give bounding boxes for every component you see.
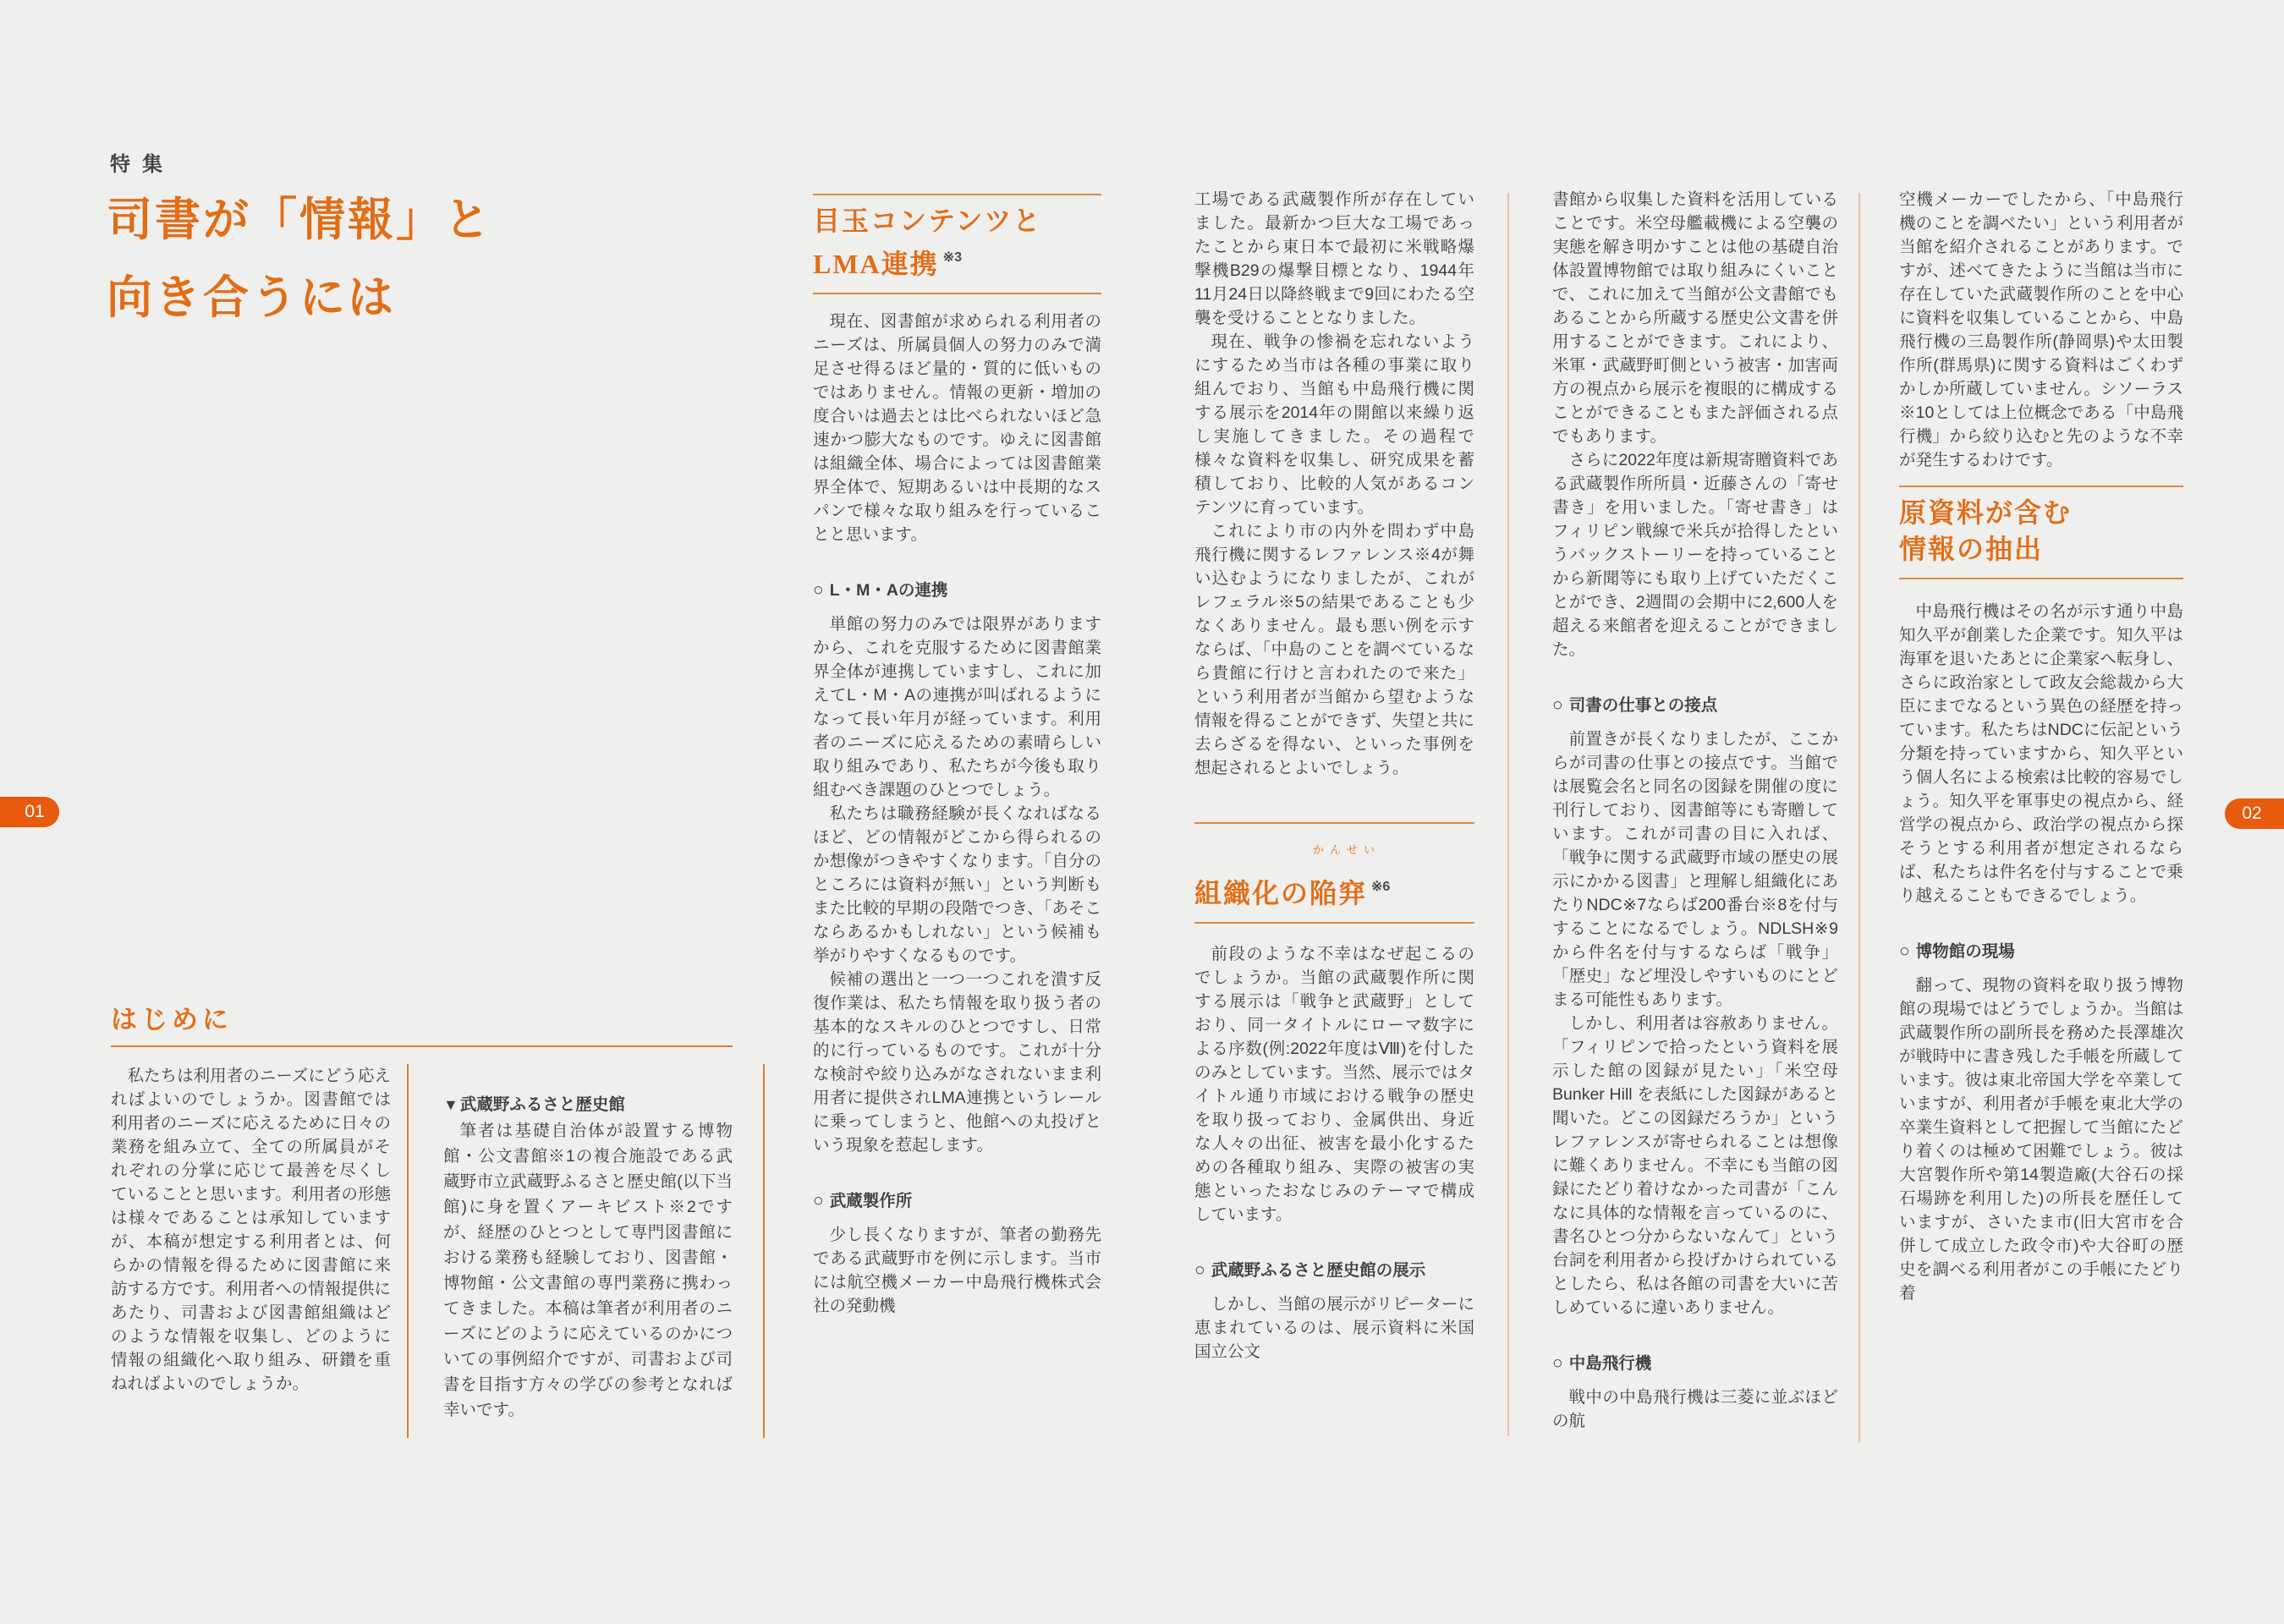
circle-marker-icon: ○	[813, 580, 824, 600]
circle-marker-icon: ○	[1899, 941, 1910, 961]
page-tab-02: 02	[2225, 798, 2284, 829]
reference-note: ※6	[1371, 880, 1391, 894]
column-divider	[1507, 193, 1509, 1436]
body-paragraph: 書館から収集した資料を活用していることです。米空母艦載機による空襲の実態を解き明かすことは他の基礎自治体設置博物館では取り組みにくいことで、これに加えて当館が公文書館でもあることから所蔵する歴史公文書を併用することができます。これにより、米軍・武蔵野町側という被害・加害両方の視点から展示を複眼的に構成することができることもまた評価される点でもあります。	[1552, 190, 1838, 446]
feature-label: 特集	[110, 154, 174, 176]
article-column-3	[813, 194, 1101, 1488]
body-paragraph: 筆者は基礎自治体が設置する博物館・公文書館※1の複合施設である武蔵野市立武蔵野ふるさと歴史館(以下当館)に身を置くアーキビスト※2ですが、経歴のひとつとして専門図書館における業務も経験しており、図書館・博物館・公文書館の専門業務に携わってきました。本稿は筆者が利用者のニーズにどのように応えているのかについての事例紹介ですが、司書および司書を目指す方々の学びの参考となれば幸いです。	[443, 1122, 733, 1419]
intro-heading-rule	[111, 1045, 733, 1047]
furigana-label: かんせい	[1313, 843, 1381, 856]
section-heading-kansei	[1194, 822, 1474, 924]
subhead	[1899, 940, 2183, 963]
body-paragraph: しかし、利用者は容赦ありません。「フィリピンで拾ったという資料を展示した館の図録が見たい」「米空母 Bunker Hill を表紙にした図録があると聞いた。どこの図録だろうか」というレファレンスが寄せられることは想像に難くありません。不幸にも当館の図録にたどり着けなかった司書が「こんなに具体的な情報を言っているのに、書名ひとつ分からないなんて」という台詞を利用者から投げかけられているとしたら、私は各館の司書を大いに苦しめているに違いありません。	[1552, 1014, 1838, 1317]
subhead-label: 武蔵野ふるさと歴史館	[459, 1095, 625, 1114]
body-paragraph: 工場である武蔵製作所が存在していました。最新かつ巨大な工場であったことから東日本で最初に米戦略爆撃機B29の爆撃目標となり、1944年11月24日以降終戦まで9回にわたる空襲を受けることとなりました。	[1194, 190, 1474, 327]
subhead-label: 武蔵製作所	[829, 1192, 913, 1210]
intro-column-1	[111, 1064, 391, 1440]
subhead	[813, 1189, 1101, 1213]
body-paragraph: 候補の選出と一つ一つこれを潰す反復作業は、私たち情報を取り扱う者の基本的なスキルのひとつですし、日常的に行っているものです。これが十分な検討や絞り込みがなされないまま利用者に提供されLMA連携というレールに乗ってしまうと、他館への丸投げという現象を惹起します。	[813, 970, 1101, 1155]
body-paragraph: 少し長くなりますが、筆者の勤務先である武蔵野市を例に示します。当市には航空機メーカー中島飛行機株式会社の発動機	[813, 1226, 1101, 1315]
section-heading-genshiryo	[1899, 486, 2183, 579]
column-divider	[1858, 193, 1860, 1443]
circle-marker-icon: ○	[1552, 1353, 1563, 1373]
body-paragraph: 空機メーカーでしたから、「中島飛行機のことを調べたい」という利用者が当館を紹介されることがあります。ですが、述べてきたように当館は当市に存在していた武蔵製作所のことを中心に資料を収集していることから、中島飛行機の三島製作所(静岡県)や太田製作所(群馬県)に関する資料はごくわずかしか所蔵していません。シソーラス※10としては上位概念である「中島飛行機」から絞り込むと先のような不幸が発生するわけです。	[1899, 190, 2183, 469]
section-heading-line2: 情報の抽出	[1899, 534, 2044, 564]
body-paragraph: 現在、図書館が求められる利用者のニーズは、所属員個人の努力のみで満足させ得るほど量的・質的に低いものではありません。情報の更新・増加の度合いは過去とは比べられないほど急速かつ膨大なものです。ゆえに図書館は組織全体、場合によっては図書館業界全体で、短期あるいは中長期的なスパンで様々な取り組みを行っていることと思います。	[813, 312, 1101, 544]
body-paragraph: これにより市の内外を問わず中島飛行機に関するレファレンス※4が舞い込むようになりましたが、これがレフェラル※5の結果であることも少なくありません。最も悪い例を示すならば、「中島のことを調べているなら貴館に行けと言われたので来た」という利用者が当館から望むような情報を得ることができず、失望と共に去らざるを得ない、といった事例を想起されるとよいでしょう。	[1194, 522, 1474, 777]
intro-column-2	[443, 1093, 733, 1480]
page-tab-01: 01	[0, 797, 59, 827]
article-column-6	[1899, 188, 2183, 1490]
subhead-label: 司書の仕事との接点	[1568, 696, 1718, 715]
subhead	[813, 579, 1101, 602]
subhead	[1552, 694, 1838, 717]
circle-marker-icon: ○	[813, 1191, 824, 1210]
subhead	[1552, 1352, 1838, 1375]
subhead-label: L・M・Aの連携	[829, 581, 948, 600]
body-paragraph: しかし、当館の展示がリピーターに恵まれているのは、展示資料に米国国立公文	[1194, 1295, 1474, 1361]
subhead	[443, 1093, 733, 1116]
body-paragraph: さらに2022年度は新規寄贈資料である武蔵製作所所員・近藤さんの「寄せ書き」を用いました。「寄せ書き」はフィリピン戦線で米兵が拾得したというバックストーリーを持っていることから新聞等にも取り上げていただくことができ、2週間の会期中に2,600人を超える来館者を迎えることができました。	[1552, 451, 1838, 659]
triangle-marker-icon: ▼	[443, 1096, 458, 1113]
page-title	[107, 181, 699, 337]
body-paragraph: 戦中の中島飛行機は三菱に並ぶほどの航	[1552, 1388, 1838, 1430]
section-heading-line1: 原資料が含む	[1899, 497, 2073, 528]
reference-note: ※3	[942, 250, 962, 265]
body-paragraph: 単館の努力のみでは限界がありますから、これを克服するために図書館業界全体が連携していますし、これに加えてL・M・Aの連携が叫ばれるようになって長い年月が経っています。利用者のニーズに応えるための素晴らしい取り組みであり、私たちが今後も取り組むべき課題のひとつでしょう。	[813, 615, 1101, 799]
column-divider	[407, 1064, 409, 1438]
subhead-label: 博物館の現場	[1915, 942, 2015, 961]
subhead-label: 中島飛行機	[1568, 1354, 1652, 1373]
circle-marker-icon: ○	[1194, 1260, 1205, 1280]
body-paragraph: 前段のような不幸はなぜ起こるのでしょうか。当館の武蔵製作所に関する展示は「戦争と武蔵野」としており、同一タイトルにローマ数字による序数(例:2022年度はⅧ)を付したのみとしています。当然、展示ではタイトル通り市域における戦争の歴史を取り扱っており、金属供出、身近な人々の出征、被害を最小化するための各種取り組み、実際の被害の実態といったおなじみのテーマで構成しています。	[1194, 945, 1474, 1224]
column-divider	[763, 1064, 765, 1438]
body-paragraph: 私たちは職務経験が長くなればなるほど、どの情報がどこから得られるのか想像がつきやすくなります。「自分のところには資料が無い」という判断もまた比較的早期の段階でつき、「あそこならあるかもしれない」という候補も挙がりやすくなるものです。	[813, 804, 1101, 965]
section-heading-line1: 組織化の陥穽 $^{※6}$	[1194, 878, 1391, 908]
article-column-5	[1552, 188, 1838, 1490]
page-title-line1: 司書が「情報」と	[107, 195, 492, 245]
article-column-4	[1194, 188, 1474, 1490]
circle-marker-icon: ○	[1552, 695, 1563, 715]
body-paragraph: 中島飛行機はその名が示す通り中島知久平が創業した企業です。知久平は海軍を退いたあとに企業家へ転身し、さらに政治家として政友会総裁から大臣にまでなるという異色の経歴を持っています。私たちはNDCに伝記という分類を持っていますから、知久平という個人名による検索は比較的容易でしょう。知久平を軍事史の視点から、経営学の視点から、政治学の視点から探そうとする利用者が想定されるならば、私たちは件名を付与することで乗り越えることもできるでしょう。	[1899, 602, 2183, 905]
subhead	[1194, 1259, 1474, 1282]
section-heading-lma	[813, 194, 1101, 294]
page-title-line2: 向き合うには	[107, 272, 396, 323]
body-paragraph: 現在、戦争の惨禍を忘れないようにするため当市は各種の事業に取り組んでおり、当館も中島飛行機に関する展示を2014年の開館以来繰り返し実施してきました。その過程で様々な資料を収集し、研究成果を蓄積しており、比較的人気があるコンテンツに育っています。	[1194, 332, 1474, 517]
body-paragraph: 前置きが長くなりましたが、ここからが司書の仕事との接点です。当館では展覧会名と同名の図録を開催の度に刊行しており、図書館等にも寄贈しています。これが司書の目に入れば、「戦争に関する武蔵野市域の歴史の展示にかかる図書」と理解し組織化にあたりNDC※7ならば200番台※8を付与することになるでしょう。NDLSH※9から件名を付与するならば「戦争」「歴史」など埋没しやすいものにとどまる可能性もあります。	[1552, 730, 1838, 1009]
section-heading-line2: LMA連携 $^{※3}$	[813, 249, 962, 279]
section-heading-line1: 目玉コンテンツと	[813, 206, 1042, 236]
body-paragraph: 私たちは利用者のニーズにどう応えればよいのでしょうか。図書館では利用者のニーズに応えるために日々の業務を組み立て、全ての所属員がそれぞれの分掌に応じて最善を尽くしていることと思います。利用者の形態は様々であることは承知していますが、本稿が想定する利用者とは、何らかの情報を得るために図書館に来訪する方です。利用者への情報提供にあたり、司書および図書館組織はどのような情報を収集し、どのように情報の組織化へ取り組み、研鑽を重ねればよいのでしょうか。	[111, 1067, 391, 1393]
body-paragraph: 翻って、現物の資料を取り扱う博物館の現場ではどうでしょうか。当館は武蔵製作所の副所長を務めた長澤雄次が戦時中に書き残した手帳を所蔵しています。彼は東北帝国大学を卒業していますが、利用者が手帳を東北大学の卒業生資料として把握して当館にたどり着くのは極めて困難でしょう。彼は大宮製作所や第14製造廠(大谷石の採石場跡を利用した)の所長を歴任していますが、さいたま市(旧大宮市を合併して成立した政令市)や大谷町の歴史を調べる利用者がこの手帳にたどり着	[1899, 976, 2183, 1303]
section-heading-intro: はじめに	[111, 1005, 233, 1034]
subhead-label: 武蔵野ふるさと歴史館の展示	[1211, 1261, 1426, 1280]
